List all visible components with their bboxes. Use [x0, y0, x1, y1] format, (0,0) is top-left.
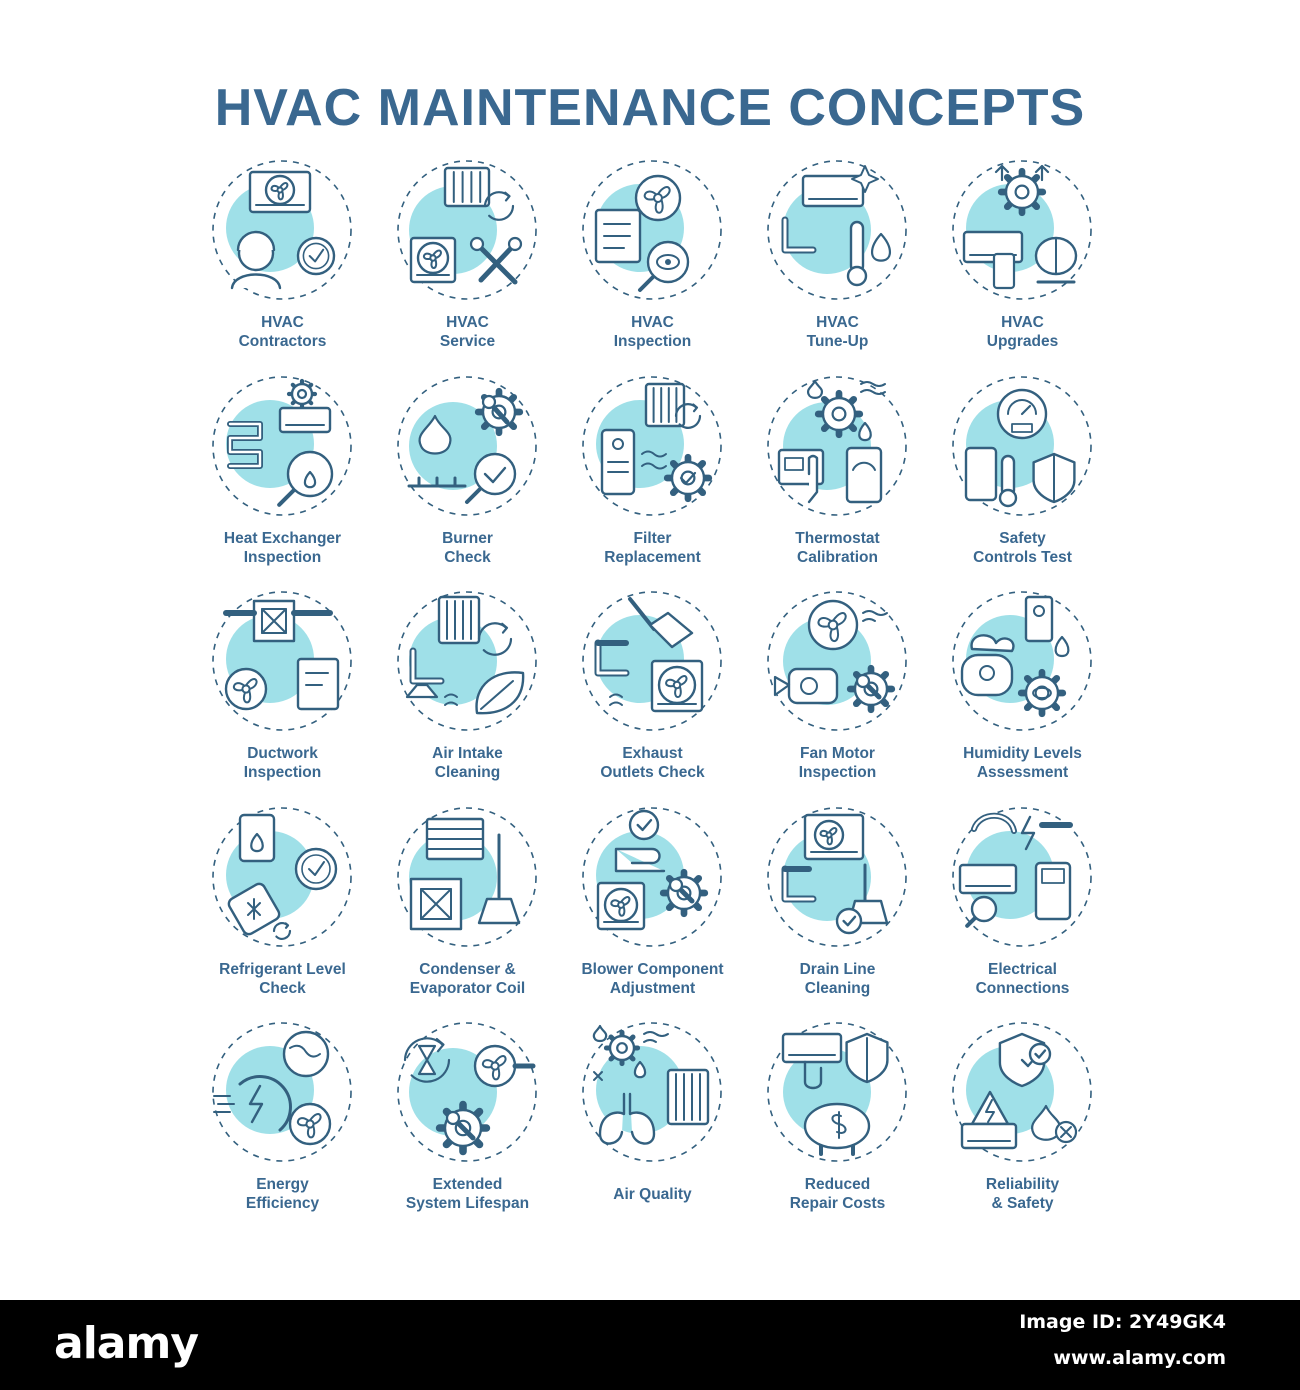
filter-cycle-icon	[580, 374, 724, 518]
concept-label-line: Inspection	[798, 764, 877, 782]
contractor-icon	[210, 158, 354, 302]
concept-label	[554, 960, 751, 998]
concept-label	[924, 313, 1121, 351]
blower-hand-icon	[580, 805, 724, 949]
concept-label-line: Exhaust	[622, 745, 683, 763]
concept-label-line: Upgrades	[986, 333, 1059, 350]
concept-label-line: System Lifespan	[405, 1195, 530, 1213]
concept-grid	[190, 152, 1115, 1230]
concept-label	[924, 529, 1121, 567]
energy-globe-icon	[210, 1020, 354, 1164]
concept-item	[560, 152, 745, 368]
concept-label-line: Tune-Up	[806, 333, 869, 350]
concept-label-line: Repair Costs	[789, 1195, 886, 1213]
concept-item	[190, 152, 375, 368]
concept-item	[375, 368, 560, 584]
concept-label-line: Thermostat	[795, 529, 880, 547]
concept-label	[369, 960, 566, 998]
concept-label	[924, 744, 1121, 782]
concept-label	[554, 313, 751, 351]
ductwork-icon	[210, 589, 354, 733]
concept-label-line: Reliability	[985, 1176, 1060, 1194]
concept-label-line: Humidity Levels	[963, 745, 1082, 763]
concept-label-line: Contractors	[238, 333, 327, 350]
concept-label-line: HVAC	[1001, 314, 1044, 331]
concept-label	[924, 1175, 1121, 1213]
concept-label	[739, 744, 936, 782]
concept-label-line: Inspection	[613, 333, 692, 350]
exhaust-brush-icon	[580, 589, 724, 733]
concept-label-line: Refrigerant Level	[219, 960, 346, 978]
concept-label-line: Heat Exchanger	[223, 529, 342, 547]
concept-label-line: Calibration	[797, 548, 878, 566]
concept-label-line: Extended	[432, 1176, 503, 1194]
concept-label-line: HVAC	[816, 314, 859, 331]
concept-label-line: Blower Component	[581, 960, 724, 978]
tune-up-sparkle-icon	[765, 158, 909, 302]
concept-item	[930, 799, 1115, 1015]
concept-label-line: Condenser &	[419, 960, 516, 978]
concept-label-line: Ductwork	[247, 745, 318, 763]
fan-motor-icon	[765, 589, 909, 733]
concept-item	[375, 583, 560, 799]
concept-label-line: Cleaning	[434, 764, 501, 782]
lungs-icon	[580, 1020, 724, 1164]
concept-label	[184, 960, 381, 998]
concept-label-line: Assessment	[976, 764, 1069, 782]
thermostat-icon	[765, 374, 909, 518]
concept-label-line: Cleaning	[804, 979, 871, 997]
burner-flame-icon	[395, 374, 539, 518]
concept-label-line: Electrical	[988, 960, 1057, 978]
concept-label-line: Burner	[442, 529, 493, 547]
safety-shield-icon	[950, 374, 1094, 518]
hourglass-gear-icon	[395, 1020, 539, 1164]
concept-label-line: HVAC	[261, 314, 304, 331]
drain-pipe-icon	[765, 805, 909, 949]
site-url-text: www.alamy.com	[1053, 1347, 1226, 1369]
concept-label-line: Safety	[999, 529, 1046, 547]
concept-label	[554, 744, 751, 782]
alamy-logo: alamy	[54, 1318, 198, 1369]
concept-item	[560, 583, 745, 799]
concept-item	[560, 368, 745, 584]
concept-item	[560, 799, 745, 1015]
service-tools-icon	[395, 158, 539, 302]
concept-label	[369, 744, 566, 782]
concept-item	[745, 1014, 930, 1230]
concept-label-line: Reduced	[804, 1176, 871, 1194]
concept-label-line: Energy	[256, 1176, 309, 1194]
concept-item	[930, 583, 1115, 799]
concept-item	[190, 368, 375, 584]
concept-label-line: Connections	[975, 979, 1070, 997]
concept-item	[745, 583, 930, 799]
concept-label-line: HVAC	[446, 314, 489, 331]
concept-label	[369, 529, 566, 567]
concept-label-line: Check	[259, 979, 306, 997]
humidity-drop-icon	[950, 589, 1094, 733]
concept-label-line: Inspection	[243, 548, 322, 566]
concept-label	[184, 313, 381, 351]
concept-label-line: Air Quality	[613, 1186, 692, 1204]
concept-label	[369, 1175, 566, 1213]
piggy-bank-icon	[765, 1020, 909, 1164]
concept-label-line: Air Intake	[432, 745, 503, 763]
concept-label-line: Evaporator Coil	[409, 979, 526, 997]
concept-label-line: Check	[444, 548, 491, 566]
concept-label-line: Fan Motor	[800, 745, 875, 763]
concept-label-line: Inspection	[243, 764, 322, 782]
concept-item	[375, 152, 560, 368]
concept-item	[930, 152, 1115, 368]
air-intake-leaf-icon	[395, 589, 539, 733]
concept-label	[739, 313, 936, 351]
concept-item	[930, 368, 1115, 584]
concept-label-line: Efficiency	[245, 1195, 320, 1213]
concept-item	[560, 1014, 745, 1230]
concept-item	[375, 1014, 560, 1230]
concept-item	[190, 1014, 375, 1230]
concept-label-line: HVAC	[631, 314, 674, 331]
concept-label	[739, 529, 936, 567]
image-id-text: Image ID: 2Y49GK4	[1019, 1311, 1226, 1333]
watermark-footer	[0, 1300, 1300, 1390]
shield-check-icon	[950, 1020, 1094, 1164]
concept-label	[184, 744, 381, 782]
concept-item	[375, 799, 560, 1015]
concept-label	[739, 1175, 936, 1213]
refrigerant-gauge-icon	[210, 805, 354, 949]
concept-label	[369, 313, 566, 351]
inspection-eye-icon	[580, 158, 724, 302]
concept-label-line: Service	[439, 333, 496, 350]
electrical-plug-icon	[950, 805, 1094, 949]
concept-label-line: Replacement	[604, 548, 701, 566]
concept-label-line: Controls Test	[973, 548, 1072, 566]
concept-item	[745, 368, 930, 584]
coil-broom-icon	[395, 805, 539, 949]
concept-item	[745, 152, 930, 368]
concept-label	[554, 1185, 751, 1204]
concept-label-line: Drain Line	[799, 960, 876, 978]
concept-label	[184, 529, 381, 567]
concept-label	[184, 1175, 381, 1213]
concept-item	[745, 799, 930, 1015]
concept-label-line: Adjustment	[609, 979, 696, 997]
concept-label-line: Outlets Check	[600, 764, 705, 782]
upgrade-arrows-icon	[950, 158, 1094, 302]
concept-label	[554, 529, 751, 567]
concept-item	[190, 583, 375, 799]
concept-item	[190, 799, 375, 1015]
page-title: HVAC MAINTENANCE CONCEPTS	[214, 79, 1086, 137]
concept-item	[930, 1014, 1115, 1230]
concept-label-line: & Safety	[991, 1195, 1054, 1213]
concept-label	[739, 960, 936, 998]
heat-exchanger-icon	[210, 374, 354, 518]
concept-label-line: Filter	[633, 529, 672, 547]
concept-label	[924, 960, 1121, 998]
